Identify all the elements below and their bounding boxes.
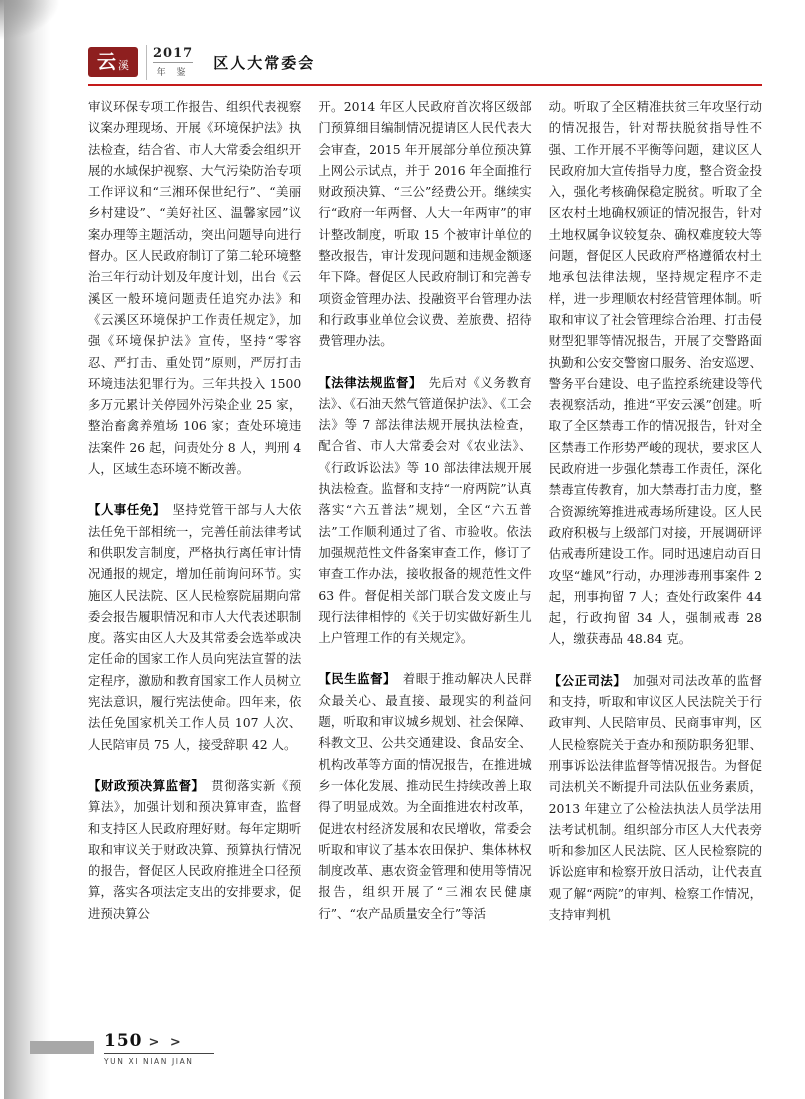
paragraph: 审议环保专项工作报告、组织代表视察议案办理现场、开展《环境保护法》执法检查，结合省、市人大常委会组织开展的水域保护视察、大气污染防治专项工作评议和“三湘环保世纪行”、“美丽乡村建设”、“美好社区、温馨家园”议案办理等主题活动，突出问题导向进行督办。区人民政府制订了第二轮环境整治三年行动计划及年度计划，出台《云溪区一般环境问题责任追究办法》和《云溪区环境保护工作责任规定》，加强《环境保护法》宣传，坚持“零容忍、严打击、重处罚”原则，严厉打击环境违法犯罪行为。三年共投入 1500 多万元累计关停园外污染企业 25 家，整治畜禽养殖场 106 家；查处环境违法案件 26 起，问责处分 8 人，判刑 4 人，区域生态环境不断改善。: [88, 99, 302, 477]
book-binding-shadow: [4, 0, 50, 1099]
header-rule: [88, 84, 762, 86]
section-heading: 【法律法规监督】: [318, 374, 429, 390]
binding-corner-shadow: [0, 0, 60, 40]
section-heading: 【民生监督】: [318, 671, 403, 687]
yunxi-logo: [88, 47, 138, 77]
paragraph: 【公正司法】 加强对司法改革的监督和支持，听取和审议区人民法院关于行政审判、人民陪审员、民商事审判，区人民检察院关于查办和预防职务犯罪、刑事诉讼法律监督等情况报告。为督促司法机关不断提升司法队伍业务素质，2013 年建立了公检法执法人员学法用法考试机制。组织部分市区人大代表旁听和参加区人民法院、区人民检察院的诉讼庭审和检察开放日活动，让代表直观了解“两院”的审判、检察工作情况，支持审判机: [548, 672, 762, 922]
section-heading: 【财政预决算监督】: [88, 777, 212, 793]
year-block: [146, 45, 199, 80]
paragraph: 【民生监督】 着眼于推动解决人民群众最关心、最直接、最现实的利益问题，听取和审议城乡规划、社会保障、科教文卫、公共交通建设、食品安全、机构改革等方面的情况报告，在推进城乡一体化发展、推动民生持续改善上取得了明显成效。为全面推进农村改革，促进农村经济发展和农民增收，常委会听取和审议了基本农田保护、集体林权制度改革、惠农资金管理和使用等情况报告，组织开展了“三湘农民健康行”、“农产品质量安全行”等活: [318, 671, 532, 921]
page-header: [88, 42, 762, 82]
section-title: 区人大常委会: [213, 53, 316, 72]
page-number-block: [104, 1031, 214, 1066]
page-number: 150: [104, 1031, 143, 1051]
text-column-1: [88, 96, 301, 1024]
text-column-2: [318, 96, 531, 1024]
paragraph: 开。2014 年区人民政府首次将区级部门预算细目编制情况提请区人民代表大会审查，2015 年开展部分单位预决算上网公示试点，并于 2016 年全面推行财政预决算、“三公”经费公开。继续实行“政府一年两督、人大一年两审”的审计整改制度，听取 15 个被审计单位的整改报告，审计发现问题和违规金额逐年下降。督促区人民政府制订和完善专项资金管理办法、投融资平台管理办法和行政事业单位会议费、差旅费、招待费管理办法。: [318, 99, 532, 349]
journal-name: YUN XI NIAN JIAN: [104, 1057, 194, 1066]
logo-char-sub: 溪: [118, 58, 129, 72]
year-label: 2017: [153, 45, 194, 61]
section-heading: 【人事任免】: [88, 502, 173, 518]
yearbook-label: 年 鉴: [156, 67, 190, 78]
article-content: [88, 96, 762, 1024]
footer-gray-bar: [30, 1041, 94, 1054]
logo-char-main: 云: [96, 50, 116, 73]
paragraph: 动。听取了全区精准扶贫三年攻坚行动的情况报告，针对帮扶脱贫指导性不强、工作开展不平衡等问题，建议区人民政府加大宣传指导力度，整合资金投入，强化考核确保稳定脱贫。听取了全区农村土地确权颁证的情况报告，针对土地权属争议较复杂、确权难度较大等问题，督促区人民政府严格遵循农村土地承包法律法规，坚持规定程序不走样，进一步理顺农村经营管理体制。听取和审议了社会管理综合治理、打击侵财型犯罪等情况报告，开展了交警路面执勤和公安交警窗口服务、治安巡逻、警务平台建设、电子监控系统建设等代表视察活动，推进“平安云溪”创建。听取了全区禁毒工作的情况报告，针对全区禁毒工作形势严峻的现状，要求区人民政府进一步强化禁毒工作责任，深化禁毒宣传教育，加大禁毒打击力度，整合资源统筹推进戒毒场所建设。区人民政府积极与上级部门对接，开展调研评估戒毒所建设工作。同时迅速启动百日攻坚“雄风”行动，办理涉毒刑事案件 2 起，刑事拘留 7 人；查处行政案件 44 起，行政拘留 34 人，强制戒毒 28 人，缴获毒品 48.84 克。: [548, 99, 762, 647]
paragraph: 【财政预决算监督】 贯彻落实新《预算法》，加强计划和预决算审查，监督和支持区人民政府理好财。每年定期听取和审议关于财政决算、预算执行情况的报告，督促区人民政府推进全口径预算，落实各项法定支出的安排要求，促进预决算公: [88, 777, 302, 921]
text-column-3: [549, 96, 762, 1024]
pager-arrows: > >: [148, 1035, 184, 1050]
section-heading: 【公正司法】: [548, 672, 634, 688]
paragraph: 【法律法规监督】 先后对《义务教育法》、《石油天然气管道保护法》、《工会法》等 7 部法律法规开展执法检查，配合省、市人大常委会对《农业法》、《行政诉讼法》等 10 部法律法规开展执法检查。监督和支持“一府两院”认真落实“六五普法”规划，全区“六五普法”工作顺利通过了省、市验收。依法加强规范性文件备案审查工作，修订了审查工作办法，接收报备的规范性文件 63 件。督促相关部门联合发文废止与现行法律相悖的《关于切实做好新生儿上户管理工作的有关规定》。: [318, 374, 532, 646]
page-number-line: [104, 1031, 214, 1054]
paragraph: 【人事任免】 坚持党管干部与人大依法任免干部相统一，完善任前法律考试和供职发言制度，严格执行离任审计情况通报的规定，增加任前询问环节。实施区人民法院、区人民检察院届期向常委会报告履职情况和市人大代表述职制度。落实由区人大及其常委会选举或决定任命的国家工作人员向宪法宣誓的法定程序，激励和教育国家工作人员树立宪法意识，履行宪法使命。四年来，依法任免国家机关工作人员 107 人次、人民陪审员 75 人，接受辞职 42 人。: [88, 502, 302, 752]
